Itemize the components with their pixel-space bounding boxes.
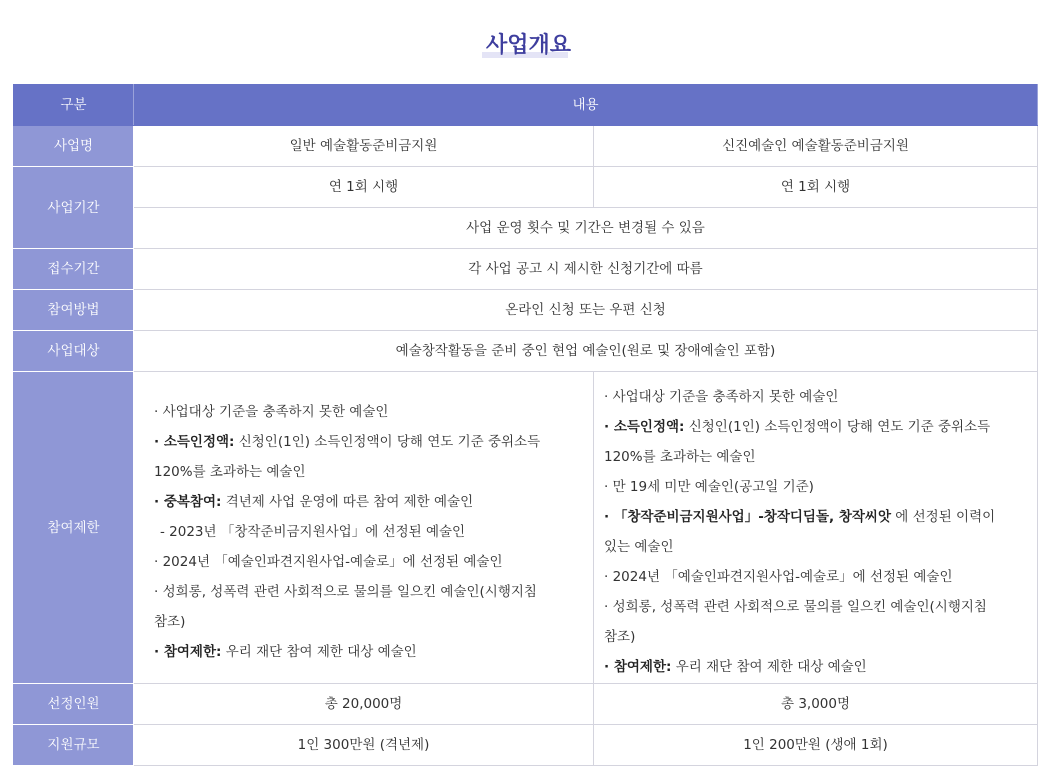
limit-item: 참조) <box>604 628 636 645</box>
table-row <box>14 208 1038 249</box>
method-value: 온라인 신청 또는 우편 신청 <box>134 290 1038 331</box>
overview-table <box>13 84 1038 766</box>
limit-item: · 2024년 「예술인파견지원사업-예술로」에 선정된 예술인 <box>604 568 953 585</box>
limit-item-bold: · 중복참여: <box>154 493 222 510</box>
header-category: 구분 <box>14 85 134 126</box>
table-row <box>14 126 1038 167</box>
limit-item-bold: · 참여제한: <box>154 643 222 660</box>
limit-item-text: 에 선정된 이력이 <box>891 508 996 525</box>
row-label-method: 참여방법 <box>14 290 134 331</box>
limit-item-text: 신청인(1인) 소득인정액이 당해 연도 기준 중위소득 <box>234 433 541 450</box>
limit-item-text: 우리 재단 참여 제한 대상 예술인 <box>221 643 417 660</box>
support-emerging: 1인 200만원 (생애 1회) <box>594 725 1038 766</box>
target-value: 예술창작활동을 준비 중인 현업 예술인(원로 및 장애예술인 포함) <box>134 331 1038 372</box>
support-general: 1인 300만원 (격년제) <box>134 725 594 766</box>
row-label-support: 지원규모 <box>14 725 134 766</box>
limit-item-bold: · 참여제한: <box>604 658 672 675</box>
limit-item: · 2024년 「예술인파견지원사업-예술로」에 선정된 예술인 <box>154 553 503 570</box>
table-row <box>14 725 1038 766</box>
limit-item: 120%를 초과하는 예술인 <box>604 448 756 465</box>
name-general: 일반 예술활동준비금지원 <box>134 126 594 167</box>
period-note: 사업 운영 횟수 및 기간은 변경될 수 있음 <box>134 208 1038 249</box>
table-row <box>14 372 1038 684</box>
table-row <box>14 249 1038 290</box>
row-label-name: 사업명 <box>14 126 134 167</box>
table-row <box>14 290 1038 331</box>
limit-general <box>134 372 594 684</box>
limit-item <box>604 412 1027 442</box>
table-header-row <box>14 85 1038 126</box>
limit-emerging <box>594 372 1038 684</box>
row-label-limit: 참여제한 <box>14 372 134 684</box>
limit-item-bold: · 소득인정액: <box>154 433 235 450</box>
limit-item: 있는 예술인 <box>604 538 674 555</box>
limit-item: · 성희롱, 성폭력 관련 사회적으로 물의를 일으킨 예술인(시행지침 <box>154 583 537 600</box>
page-title: 사업개요 <box>485 33 571 58</box>
limit-item: · 사업대상 기준을 충족하지 못한 예술인 <box>604 388 839 405</box>
row-label-select: 선정인원 <box>14 684 134 725</box>
period-emerging: 연 1회 시행 <box>594 167 1038 208</box>
row-label-period: 사업기간 <box>14 167 134 249</box>
limit-item: · 만 19세 미만 예술인(공고일 기준) <box>604 478 814 495</box>
limit-item <box>604 652 1027 682</box>
limit-item-text: 신청인(1인) 소득인정액이 당해 연도 기준 중위소득 <box>684 418 991 435</box>
row-label-target: 사업대상 <box>14 331 134 372</box>
limit-item <box>154 427 583 457</box>
title-area <box>0 0 1057 84</box>
table-row <box>14 167 1038 208</box>
limit-item-text: 격년제 사업 운영에 따른 참여 제한 예술인 <box>221 493 474 510</box>
limit-item <box>604 502 1027 532</box>
table-row <box>14 331 1038 372</box>
limit-item: 참조) <box>154 613 186 630</box>
period-general: 연 1회 시행 <box>134 167 594 208</box>
limit-item: · 성희롱, 성폭력 관련 사회적으로 물의를 일으킨 예술인(시행지침 <box>604 598 987 615</box>
select-general: 총 20,000명 <box>134 684 594 725</box>
limit-item: · 사업대상 기준을 충족하지 못한 예술인 <box>154 403 389 420</box>
row-label-apply: 접수기간 <box>14 249 134 290</box>
limit-item: 120%를 초과하는 예술인 <box>154 463 306 480</box>
limit-item <box>154 487 583 517</box>
limit-item <box>154 637 583 667</box>
limit-item-bold: · 「창작준비금지원사업」-창작디딤돌, 창작씨앗 <box>604 508 891 525</box>
header-content: 내용 <box>134 85 1038 126</box>
name-emerging: 신진예술인 예술활동준비금지원 <box>594 126 1038 167</box>
select-emerging: 총 3,000명 <box>594 684 1038 725</box>
apply-value: 각 사업 공고 시 제시한 신청기간에 따름 <box>134 249 1038 290</box>
limit-item-text: 우리 재단 참여 제한 대상 예술인 <box>671 658 867 675</box>
limit-item: - 2023년 「창작준비금지원사업」에 선정된 예술인 <box>160 523 466 540</box>
limit-item-bold: · 소득인정액: <box>604 418 685 435</box>
table-row <box>14 684 1038 725</box>
